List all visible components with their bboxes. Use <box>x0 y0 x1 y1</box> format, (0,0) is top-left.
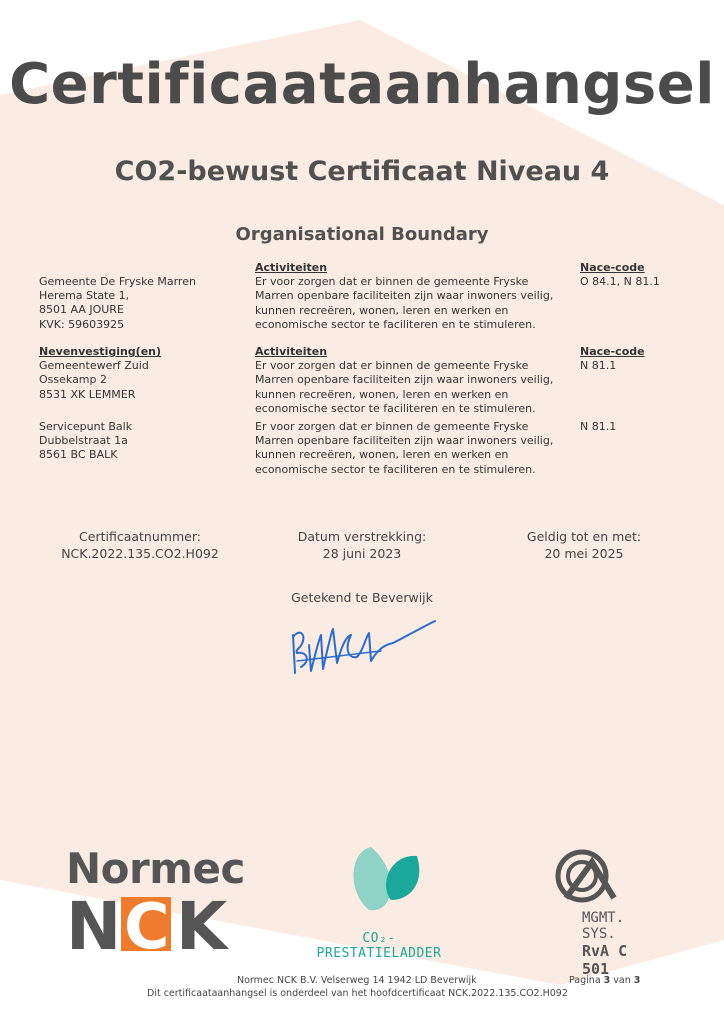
branch-line: Gemeentewerf Zuid <box>39 359 149 373</box>
rva-line-1: MGMT. SYS. <box>582 910 625 942</box>
activities-header: Activiteiten <box>255 345 328 358</box>
page-number <box>569 975 640 987</box>
main-nace <box>580 261 660 289</box>
page-current: 3 <box>603 975 611 986</box>
co2-ladder-logo <box>300 842 458 961</box>
entity-line: Herema State 1, <box>39 289 130 303</box>
leaf-icon <box>329 842 429 917</box>
valid-until-date: 20 mei 2025 <box>544 546 624 561</box>
entity-line: 8501 AA JOURE <box>39 303 124 317</box>
rva-emblem-icon <box>552 848 622 906</box>
branch-line: 8531 XK LEMMER <box>39 387 136 401</box>
ladder-wordmark: CO₂-PRESTATIELADDER <box>316 931 442 961</box>
activities-line: kunnen recreëren, wonen, leren en werken en <box>255 303 509 317</box>
branch-line: Servicepunt Balk <box>39 420 133 433</box>
branch-address <box>39 420 132 463</box>
activities-header: Activiteiten <box>255 261 328 274</box>
activities-line: kunnen recreëren, wonen, leren en werken en <box>255 387 509 401</box>
branch-nace <box>580 420 616 434</box>
section-title: Organisational Boundary <box>235 224 489 245</box>
rva-line-2: RvA C 501 <box>582 942 628 978</box>
valid-until-block <box>484 528 684 562</box>
branches-header: Nevenvestiging(en) <box>39 345 162 358</box>
page-mid: van <box>610 975 634 986</box>
branch-nace <box>580 345 645 373</box>
rva-logo <box>552 848 662 978</box>
branch-line: Ossekamp 2 <box>39 373 107 387</box>
nace-header: Nace-code <box>580 261 645 274</box>
main-entity-address <box>39 275 196 332</box>
activities-line: economische sector te faciliteren en te stimuleren. <box>255 401 536 415</box>
activities-line: Marren openbare faciliteiten zijn waar inwoners veilig, <box>255 434 554 448</box>
branch-line: Dubbelstraat 1a <box>39 434 128 448</box>
signed-at: Getekend te Beverwijk <box>291 590 433 605</box>
issue-date: 28 juni 2023 <box>322 546 402 561</box>
branch-address <box>39 345 161 402</box>
activities-line: Er voor zorgen dat er binnen de gemeente Fryske <box>255 420 529 433</box>
footer-note: Dit certificaataanhangsel is onderdeel van het hoofdcertificaat NCK.2022.135.CO2.H092 <box>147 988 568 999</box>
page-prefix: Pagina <box>569 975 604 986</box>
svg-text:C: C <box>124 893 170 955</box>
certificate-number-block <box>40 528 240 562</box>
nck-wordmark <box>66 893 241 955</box>
nace-code: N 81.1 <box>580 420 617 433</box>
issue-date-block <box>262 528 462 562</box>
nace-code: O 84.1, N 81.1 <box>580 275 660 289</box>
branch-activities <box>255 420 553 477</box>
certificate-subtitle: CO2-bewust Certificaat Niveau 4 <box>114 156 610 187</box>
issue-date-label: Datum verstrekking: <box>297 529 427 544</box>
activities-line: economische sector te faciliteren en te stimuleren. <box>255 317 536 331</box>
valid-until-label: Geldig tot en met: <box>526 529 642 544</box>
activities-line: Marren openbare faciliteiten zijn waar inwoners veilig, <box>255 373 554 387</box>
activities-line: Marren openbare faciliteiten zijn waar inwoners veilig, <box>255 289 554 303</box>
page-title: Certificaataanhangsel <box>9 52 715 117</box>
nace-code: N 81.1 <box>580 359 617 373</box>
main-activities <box>255 261 553 332</box>
nck-mark <box>66 893 241 955</box>
certificate-number-label: Certificaatnummer: <box>79 529 201 544</box>
normec-wordmark: Normec <box>66 844 245 893</box>
page-total: 3 <box>633 975 641 986</box>
activities-line: kunnen recreëren, wonen, leren en werken en <box>255 448 509 462</box>
svg-text:K: K <box>176 893 228 955</box>
svg-text:N: N <box>66 893 122 955</box>
normec-nck-logo <box>66 844 245 955</box>
footer-address: Normec NCK B.V. Velserweg 14 1942 LD Beverwijk <box>237 975 477 986</box>
certificate-number: NCK.2022.135.CO2.H092 <box>61 546 219 561</box>
entity-line: KVK: 59603925 <box>39 317 125 331</box>
activities-line: Er voor zorgen dat er binnen de gemeente Fryske <box>255 275 529 289</box>
branch-line: 8561 BC BALK <box>39 448 118 462</box>
entity-line: Gemeente De Fryske Marren <box>39 275 196 288</box>
nace-header: Nace-code <box>580 345 645 358</box>
branch-activities <box>255 345 553 416</box>
signature <box>285 615 445 680</box>
activities-line: Er voor zorgen dat er binnen de gemeente Fryske <box>255 359 529 373</box>
activities-line: economische sector te faciliteren en te stimuleren. <box>255 462 536 476</box>
